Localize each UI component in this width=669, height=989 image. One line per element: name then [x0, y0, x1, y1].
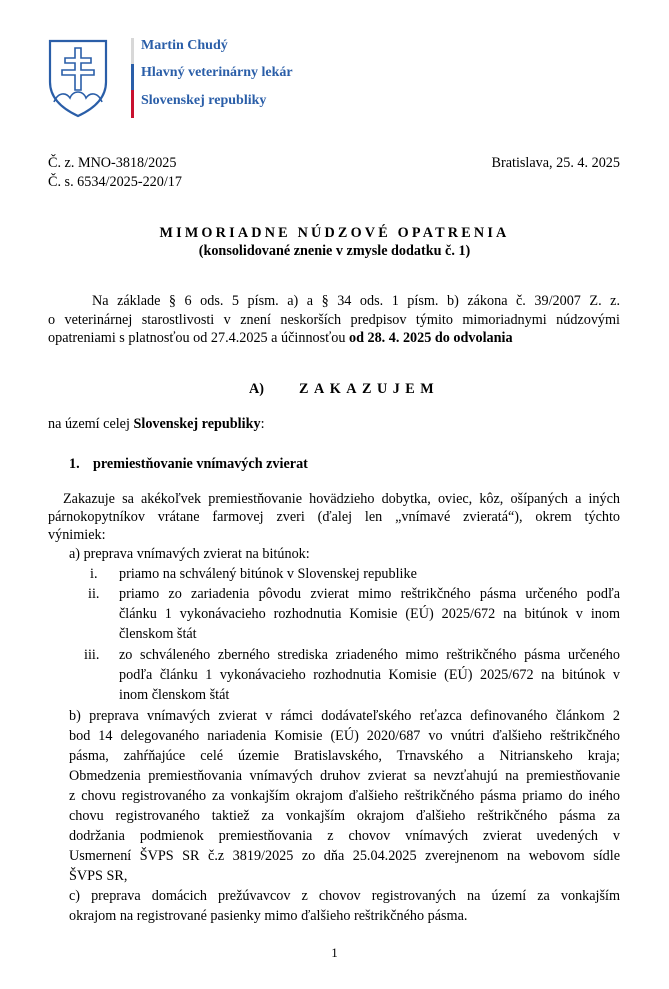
exception-b-line: Usmernení ŠVPS SR č.z 3819/2025 zo dňa 25.04.2025 zverejnenom na webovom sídle — [69, 848, 620, 864]
slovak-coat-of-arms-logo — [47, 38, 109, 118]
place-date: Bratislava, 25. 4. 2025 — [491, 155, 620, 171]
exception-b-line: pásma, zahŕňajúce celé územie Bratislavského, Trnavského a Nitrianskeho kraja; — [69, 748, 620, 764]
roman-numeral-iii: iii. — [84, 647, 100, 663]
intro-line-1: Na základe § 6 ods. 5 písm. a) a § 34 ods. 1 písm. b) zákona č. 39/2007 Z. z. — [92, 293, 620, 309]
intro-line-2: o veterinárnej starostlivosti v znení neskorších predpisov týmito mimoriadnymi núdzovými — [48, 312, 620, 328]
exception-a-ii-line: článku 1 vykonávacieho rozhodnutia Komisie (EÚ) 2025/672 na bitúnok v inom — [119, 606, 620, 622]
header-position: Hlavný veterinárny lekár — [141, 65, 293, 80]
exception-a-ii-line: členskom štát — [119, 626, 197, 642]
item-paragraph-line: výnimiek: — [48, 527, 106, 543]
roman-numeral-ii: ii. — [88, 586, 100, 602]
exception-a-iii-line: inom členskom štát — [119, 687, 230, 703]
exception-a-i: priamo na schválený bitúnok v Slovenskej republike — [119, 566, 417, 582]
exception-b-line: chovu registrovaného taktiež za vonkajším okrajom ďalšieho reštrikčného pásma za — [69, 808, 620, 824]
reference-cz: Č. z. MNO-3818/2025 — [48, 155, 177, 171]
item-paragraph-line: Zakazuje sa akékoľvek premiestňovanie hovädzieho dobytka, oviec, kôz, ošípaných a iných — [63, 491, 620, 507]
flag-bar-blue — [131, 64, 134, 90]
item-title: premiestňovanie vnímavých zvierat — [93, 456, 308, 472]
section-letter: A) — [249, 381, 264, 397]
document-title: MIMORIADNE NÚDZOVÉ OPATRENIA — [159, 225, 510, 241]
exception-a: a) preprava vnímavých zvierat na bitúnok: — [69, 546, 310, 562]
territory-line: na území celej Slovenskej republiky: — [48, 416, 265, 432]
item-paragraph-line: párnokopytníkov vrátane farmovej zveri (ďalej len „vnímavé zvieratá“), okrem týchto — [48, 509, 620, 525]
document-subtitle: (konsolidované znenie v zmysle dodatku č. 1) — [198, 243, 471, 259]
item-number: 1. — [69, 456, 80, 472]
exception-a-ii-line: priamo zo zariadenia pôvodu zvierat mimo reštrikčného pásma určeného podľa — [119, 586, 620, 602]
exception-b-line: bod 14 delegovaného nariadenia Komisie (EÚ) 2020/687 vo vnútri ďalšieho reštrikčného — [69, 728, 620, 744]
roman-numeral-i: i. — [90, 566, 98, 582]
reference-cs: Č. s. 6534/2025-220/17 — [48, 174, 182, 190]
flag-bar-red — [131, 90, 134, 118]
exception-b-line: ŠVPS SR, — [69, 868, 128, 884]
exception-a-iii-line: podľa článku 1 vykonávacieho rozhodnutia Komisie (EÚ) 2025/672 na bitúnok v — [119, 667, 620, 683]
flag-bar-white — [131, 38, 134, 64]
exception-c-line: c) preprava domácich prežúvavcov z chovov registrovaných na území za vonkajším — [69, 888, 620, 904]
exception-a-iii-line: zo schváleného zberného strediska zriadeného mimo reštrikčného pásma určeného — [119, 647, 620, 663]
intro-line-3: opatreniami s platnosťou od 27.4.2025 a účinnosťou od 28. 4. 2025 do odvolania — [48, 330, 513, 346]
exception-b-line: z chovu registrovaného za vonkajším okrajom ďalšieho reštrikčného pásma priamo do iného — [69, 788, 620, 804]
exception-c-line: okrajom na registrované pasienky mimo ďalšieho reštrikčného pásma. — [69, 908, 468, 924]
section-heading: ZAKAZUJEM — [299, 381, 440, 397]
exception-b-line: Obmedzenia premiestňovania vnímavých druhov zvierat sa nevzťahujú na premiestňovanie — [69, 768, 620, 784]
exception-b-line: b) preprava vnímavých zvierat v rámci dodávateľského reťazca definovaného článkom 2 — [69, 708, 620, 724]
header-name: Martin Chudý — [141, 38, 228, 53]
exception-b-line: dodržania podmienok premiestňovania z chovov vnímavých zvierat uvedených v — [69, 828, 620, 844]
header-country: Slovenskej republiky — [141, 93, 267, 108]
page-number: 1 — [331, 945, 338, 960]
validity-period: od 28. 4. 2025 do odvolania — [348, 330, 513, 346]
